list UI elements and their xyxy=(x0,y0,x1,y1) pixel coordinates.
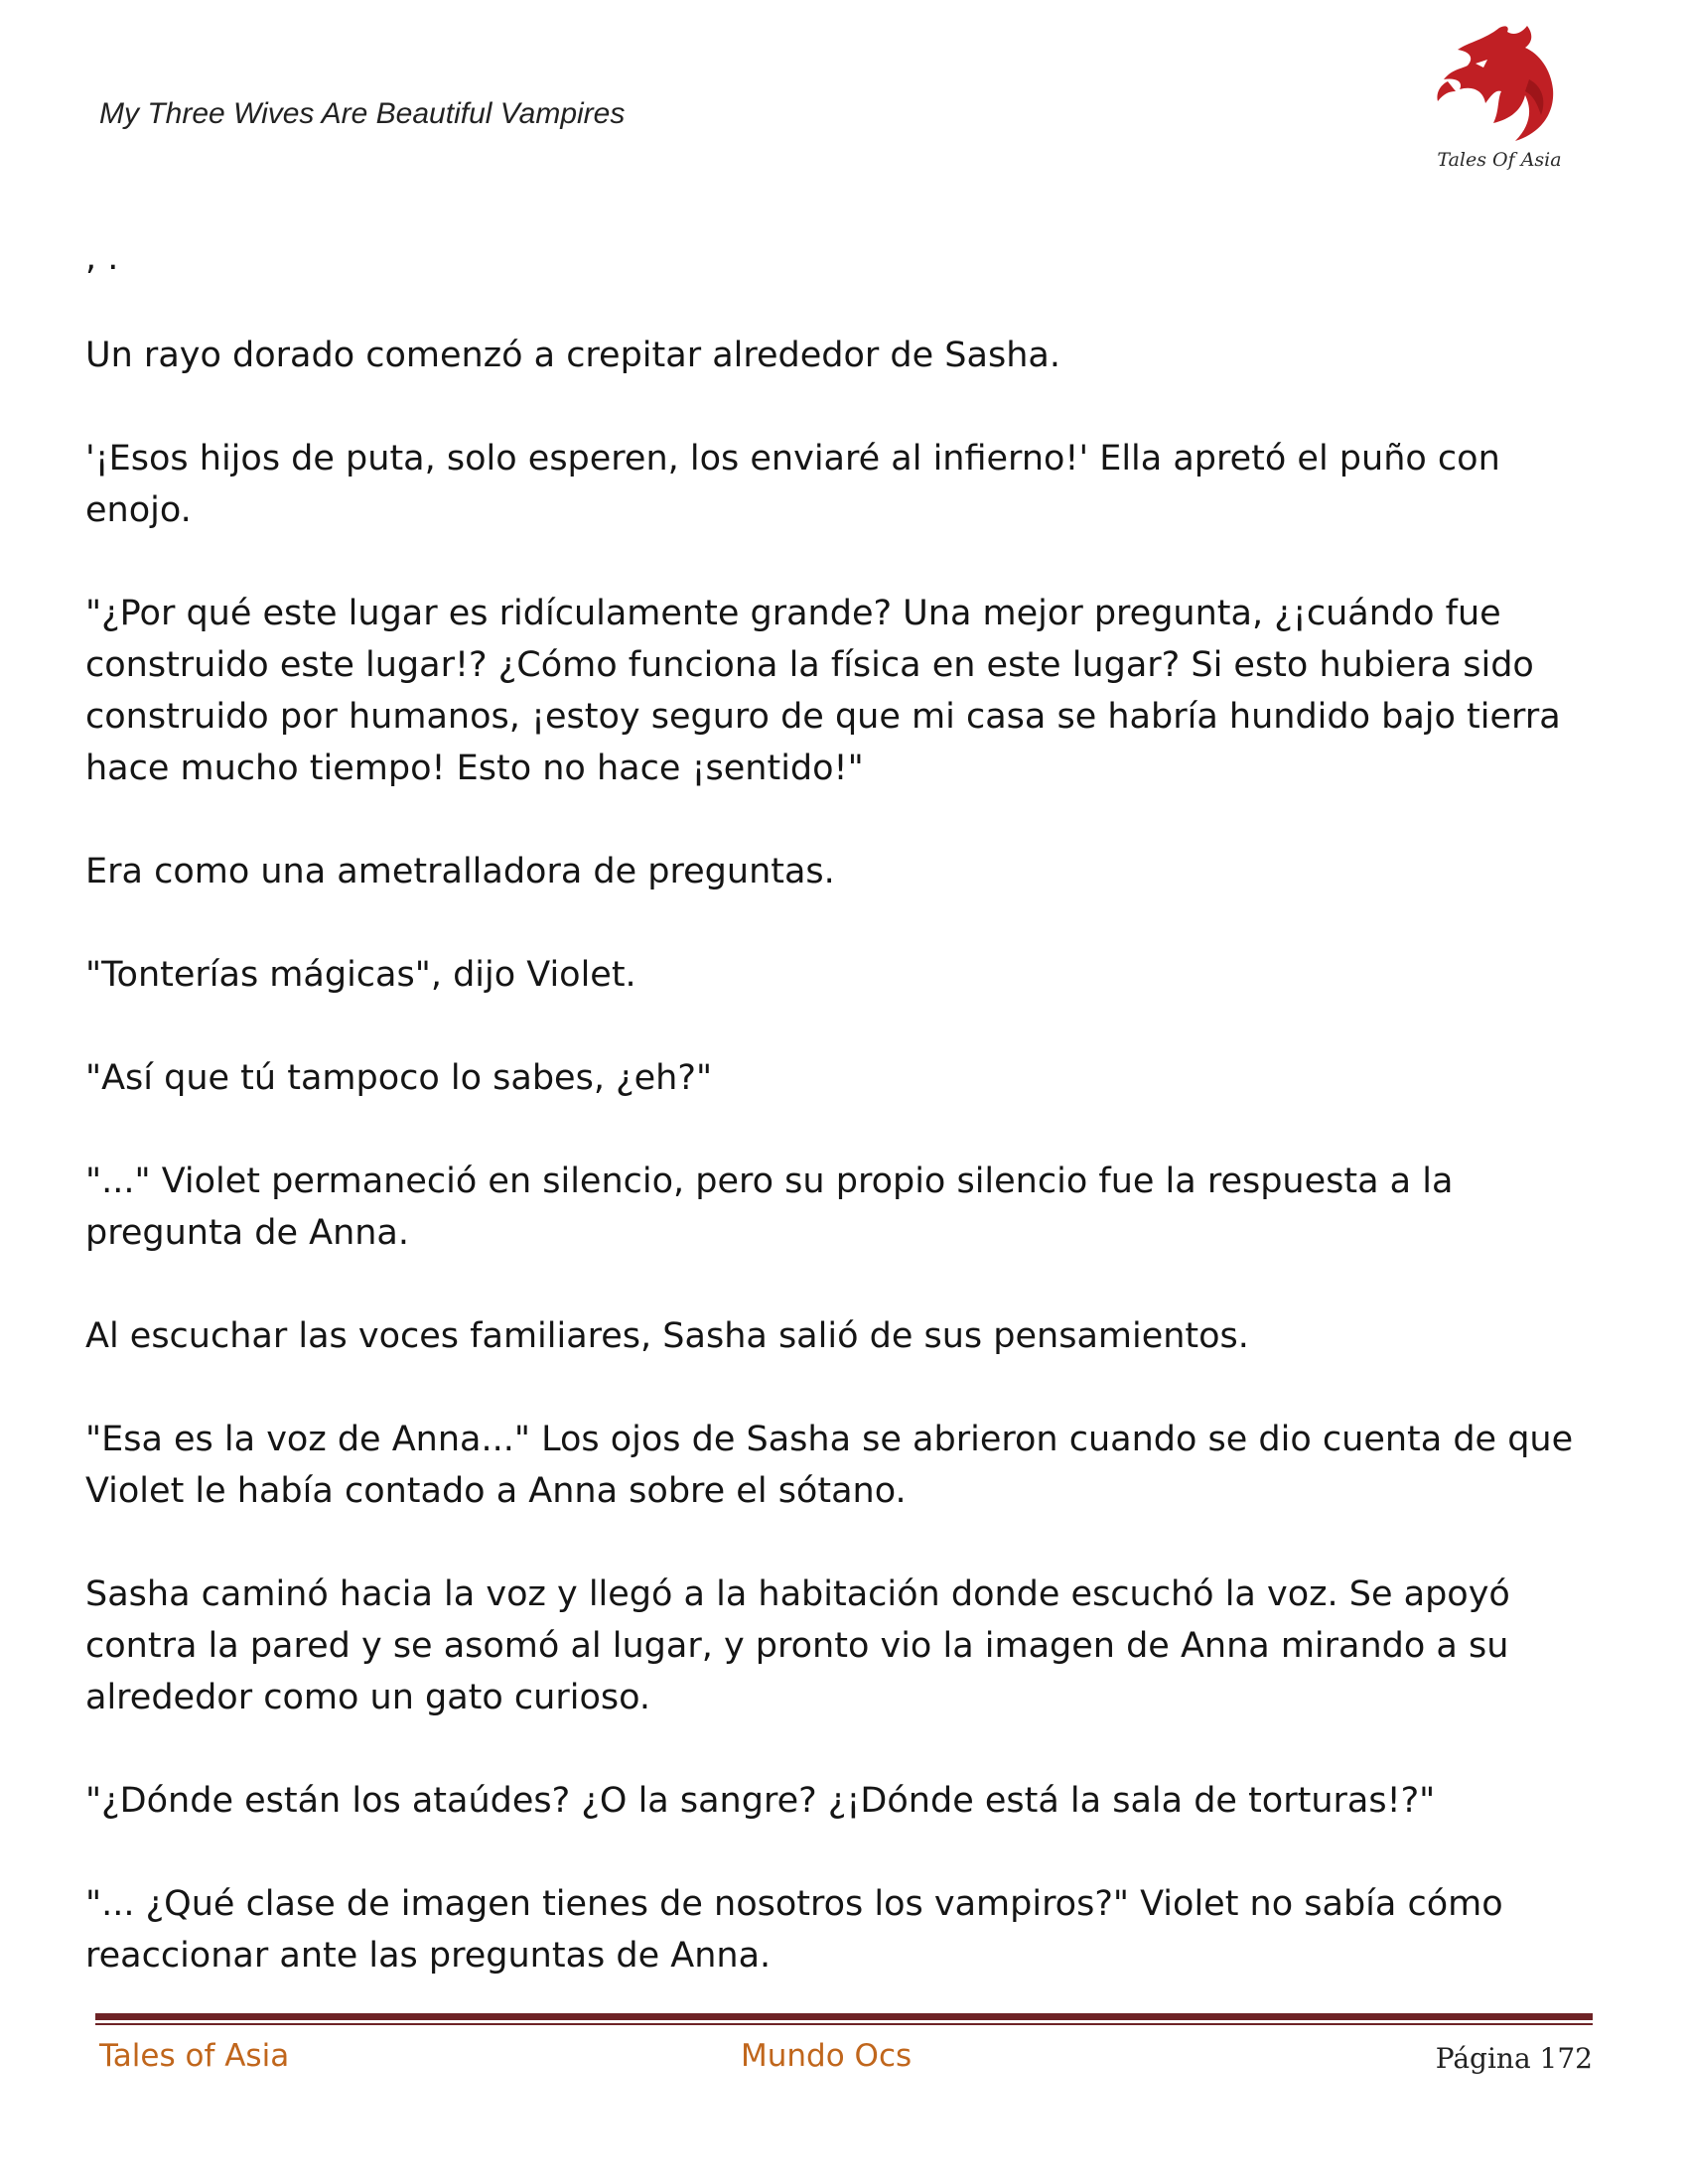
paragraph: "¿Dónde están los ataúdes? ¿O la sangre? ¿¡Dónde está la sala de torturas!?" xyxy=(85,1781,1436,1821)
paragraph: Era como una ametralladora de preguntas. xyxy=(85,852,835,891)
paragraph: Un rayo dorado comenzó a crepitar alrededor de Sasha. xyxy=(85,336,1060,375)
paragraph: , . xyxy=(85,238,119,278)
paragraph: "Así que tú tampoco lo sabes, ¿eh?" xyxy=(85,1058,713,1098)
book-title: My Three Wives Are Beautiful Vampires xyxy=(99,97,626,130)
logo-text: Tales Of Asia xyxy=(1437,149,1562,171)
paragraph: "... ¿Qué clase de imagen tienes de nosotros los vampiros?" Violet no sabía cómo reaccionar ante las preguntas de Anna. xyxy=(85,1884,1503,1976)
paragraph: Sasha caminó hacia la voz y llegó a la habitación donde escuchó la voz. Se apoyó contra la pared y se asomó al lugar, y pronto vio la imagen de Anna mirando a su alrededor como un gato curioso. xyxy=(85,1574,1510,1717)
footer-translator: Mundo Ocs xyxy=(741,2038,913,2074)
red-dragon-icon xyxy=(1430,20,1569,154)
page-number: Página 172 xyxy=(1435,2042,1593,2075)
paragraph: '¡Esos hijos de puta, solo esperen, los enviaré al infierno!' Ella apretó el puño con enojo. xyxy=(85,439,1500,530)
paragraph: "¿Por qué este lugar es ridículamente grande? Una mejor pregunta, ¿¡cuándo fue construido este lugar!? ¿Cómo funciona la física en este lugar? Si esto hubiera sido construido por humanos, ¡estoy seguro de que mi casa se habría hundido bajo tierra hace mucho tiempo! Esto no hace ¡sentido!" xyxy=(85,594,1561,788)
tales-of-asia-logo xyxy=(1430,20,1569,184)
footer-divider xyxy=(95,2013,1593,2020)
paragraph: Al escuchar las voces familiares, Sasha salió de sus pensamientos. xyxy=(85,1316,1249,1356)
paragraph: "Tonterías mágicas", dijo Violet. xyxy=(85,955,636,995)
paragraph: "..." Violet permaneció en silencio, pero su propio silencio fue la respuesta a la pregunta de Anna. xyxy=(85,1161,1454,1253)
footer-divider-thin xyxy=(95,2023,1593,2025)
paragraph: "Esa es la voz de Anna..." Los ojos de Sasha se abrieron cuando se dio cuenta de que Violet le había contado a Anna sobre el sótano. xyxy=(85,1420,1574,1511)
page-body xyxy=(85,238,1595,2033)
footer-publisher: Tales of Asia xyxy=(99,2038,290,2074)
